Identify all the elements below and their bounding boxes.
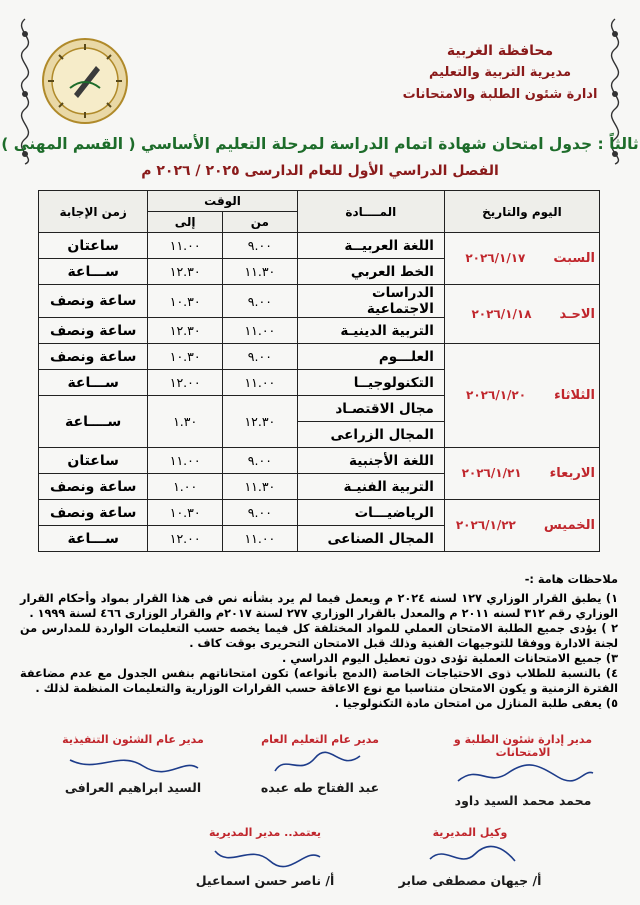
signature-name: السيد ابراهيم العرافى bbox=[64, 780, 202, 795]
subject-cell: التربية الدينيـة bbox=[297, 318, 444, 344]
to-cell: ١٢.٠٠ bbox=[148, 526, 223, 552]
table-row bbox=[39, 285, 600, 318]
subject-cell: اللغة العربيــة bbox=[297, 233, 444, 259]
day-cell: الاربعاء٢٠٢٦/١/٢١ bbox=[444, 448, 599, 500]
to-cell: ١٢.٠٠ bbox=[148, 370, 223, 396]
table-row bbox=[39, 233, 600, 259]
signature-scribble bbox=[58, 746, 208, 780]
subject-cell: اللغة الأجنبية bbox=[297, 448, 444, 474]
signature-role: يعتمد.. مدير المديرية bbox=[208, 826, 322, 839]
to-cell: ١٠.٣٠ bbox=[148, 285, 223, 318]
subject-cell: الرياضيـــات bbox=[297, 500, 444, 526]
note-item: ٤) بالنسبة للطلاب ذوى الاحتياجات الخاصة (الدمج بأنواعه) تكون امتحاناتهم بنفس الجدول مع عدم مضاعفة الفترة الزمنية و يكون الامتحان متناسبا مع نوع الاعاقة حسب القرارات الوزارية والتعليمات المنظمة لذلك . bbox=[20, 667, 618, 695]
to-cell: ١.٣٠ bbox=[148, 396, 223, 448]
header-to: إلى bbox=[148, 212, 223, 233]
signature-name: أ/ جيهان مصطفى صابر bbox=[398, 873, 542, 888]
to-cell: ١.٠٠ bbox=[148, 474, 223, 500]
subject-cell: الخط العربي bbox=[297, 259, 444, 285]
to-cell: ١١.٠٠ bbox=[148, 233, 223, 259]
header-duration: زمن الإجابة bbox=[39, 191, 148, 233]
signature-scribble bbox=[200, 839, 330, 873]
from-cell: ٩.٠٠ bbox=[223, 500, 298, 526]
from-cell: ٩.٠٠ bbox=[223, 233, 298, 259]
duration-cell: ساعتان bbox=[39, 233, 148, 259]
schedule-table bbox=[38, 190, 600, 552]
signature-name: محمد محمد السيد داود bbox=[454, 793, 592, 808]
to-cell: ١١.٠٠ bbox=[148, 448, 223, 474]
signature-role: مدير عام التعليم العام bbox=[261, 733, 379, 746]
note-item: ١) يطبق القرار الوزاري ١٢٧ لسنه ٢٠٢٤ م ويعمل فيما لم يرد بشأنه نص فى هذا القرار بمواد وأحكام القرار الوزاري رقم ٣١٢ لسنه ٢٠١١ م والمعدل بالقرار الوزاري ٢٧٧ لسنة ٢٠١٧م والقرار الوزارى ٤٦٦ لسنة ١٩٩٩ . bbox=[20, 592, 618, 620]
to-cell: ١٠.٣٠ bbox=[148, 500, 223, 526]
table-row bbox=[39, 344, 600, 370]
directorate-label: مديرية التربية والتعليم bbox=[428, 65, 572, 80]
subject-cell: المجال الزراعى bbox=[297, 422, 444, 448]
notes-heading: ملاحظات هامة :- bbox=[524, 573, 618, 586]
subject-cell: العلـــوم bbox=[297, 344, 444, 370]
table-row bbox=[39, 500, 600, 526]
duration-cell: ســـاعة bbox=[39, 259, 148, 285]
header-subject: المــــادة bbox=[297, 191, 444, 233]
from-cell: ١١.٣٠ bbox=[223, 474, 298, 500]
signature-block bbox=[428, 733, 618, 808]
signature-block bbox=[235, 733, 405, 795]
signature-block bbox=[375, 826, 565, 888]
header-block bbox=[380, 40, 620, 106]
header-day: اليوم والتاريخ bbox=[444, 191, 599, 233]
from-cell: ١١.٠٠ bbox=[223, 318, 298, 344]
from-cell: ١١.٠٠ bbox=[223, 370, 298, 396]
ministry-logo bbox=[40, 36, 130, 126]
signature-role: مدير إدارة شئون الطلبة و الامتحانات bbox=[453, 733, 593, 759]
signature-name: عبد الفتاح طه عبده bbox=[260, 780, 380, 795]
from-cell: ٩.٠٠ bbox=[223, 344, 298, 370]
governorate-label: محافظة الغربية bbox=[446, 43, 554, 59]
duration-cell: ســـاعة bbox=[39, 370, 148, 396]
to-cell: ١٠.٣٠ bbox=[148, 344, 223, 370]
duration-cell: ساعتان bbox=[39, 448, 148, 474]
subject-cell: الدراسات الاجتماعية bbox=[297, 285, 444, 318]
subject-cell: التكنولوجيــا bbox=[297, 370, 444, 396]
note-item: ٣) جميع الامتحانات العملية تؤدى دون تعطيل اليوم الدراسي . bbox=[282, 652, 618, 665]
duration-cell: ســـاعة bbox=[39, 526, 148, 552]
to-cell: ١٢.٣٠ bbox=[148, 318, 223, 344]
document-title: ثالثاً : جدول امتحان شهادة اتمام الدراسة لمرحلة التعليم الأساسي ( القسم المهنى ) bbox=[1, 135, 639, 153]
signature-role: مدير عام الشئون التنفيذية bbox=[62, 733, 204, 746]
signature-scribble bbox=[260, 746, 380, 780]
notes-section bbox=[20, 572, 618, 711]
from-cell: ١١.٠٠ bbox=[223, 526, 298, 552]
signature-scribble bbox=[410, 839, 530, 873]
day-cell: الخميس٢٠٢٦/١/٢٢ bbox=[444, 500, 599, 552]
signature-block bbox=[170, 826, 360, 888]
from-cell: ١٢.٣٠ bbox=[223, 396, 298, 448]
note-item: ٥) يعفى طلبة المنازل من امتحان مادة التكنولوجيا . bbox=[334, 697, 618, 710]
signature-role: وكيل المديرية bbox=[432, 826, 508, 839]
from-cell: ٩.٠٠ bbox=[223, 448, 298, 474]
subject-cell: التربية الفنيـة bbox=[297, 474, 444, 500]
from-cell: ١١.٣٠ bbox=[223, 259, 298, 285]
to-cell: ١٢.٣٠ bbox=[148, 259, 223, 285]
note-item: ٢ ) يؤدى جميع الطلبة الامتحان العملي للمواد المختلفة كل فيما يخصه حسب التعليمات الواردة للمدارس من لجنة الادارة ووفقا للتوجيهات الفنية وذلك قبل الامتحان التحريرى بوقت كاف . bbox=[20, 622, 618, 650]
signature-scribble bbox=[448, 759, 598, 793]
header-time: الوقت bbox=[148, 191, 297, 212]
duration-cell: ساعة ونصف bbox=[39, 474, 148, 500]
duration-cell: ساعة ونصف bbox=[39, 318, 148, 344]
day-cell: الثلاثاء٢٠٢٦/١/٢٠ bbox=[444, 344, 599, 448]
duration-cell: ســــاعة bbox=[39, 396, 148, 448]
subject-cell: مجال الاقتصـاد bbox=[297, 396, 444, 422]
table-row bbox=[39, 448, 600, 474]
header-from: من bbox=[223, 212, 298, 233]
subject-cell: المجال الصناعى bbox=[297, 526, 444, 552]
duration-cell: ساعة ونصف bbox=[39, 344, 148, 370]
day-cell: السبت٢٠٢٦/١/١٧ bbox=[444, 233, 599, 285]
document-subtitle: الفصل الدراسي الأول للعام الدارسى ٢٠٢٥ / ٢٠٢٦ م bbox=[141, 163, 499, 179]
signature-name: أ/ ناصر حسن اسماعيل bbox=[195, 873, 335, 888]
duration-cell: ساعة ونصف bbox=[39, 500, 148, 526]
department-label: ادارة شئون الطلبة والامتحانات bbox=[402, 87, 598, 102]
day-cell: الاحـد٢٠٢٦/١/١٨ bbox=[444, 285, 599, 344]
from-cell: ٩.٠٠ bbox=[223, 285, 298, 318]
duration-cell: ساعة ونصف bbox=[39, 285, 148, 318]
signature-block bbox=[38, 733, 228, 795]
